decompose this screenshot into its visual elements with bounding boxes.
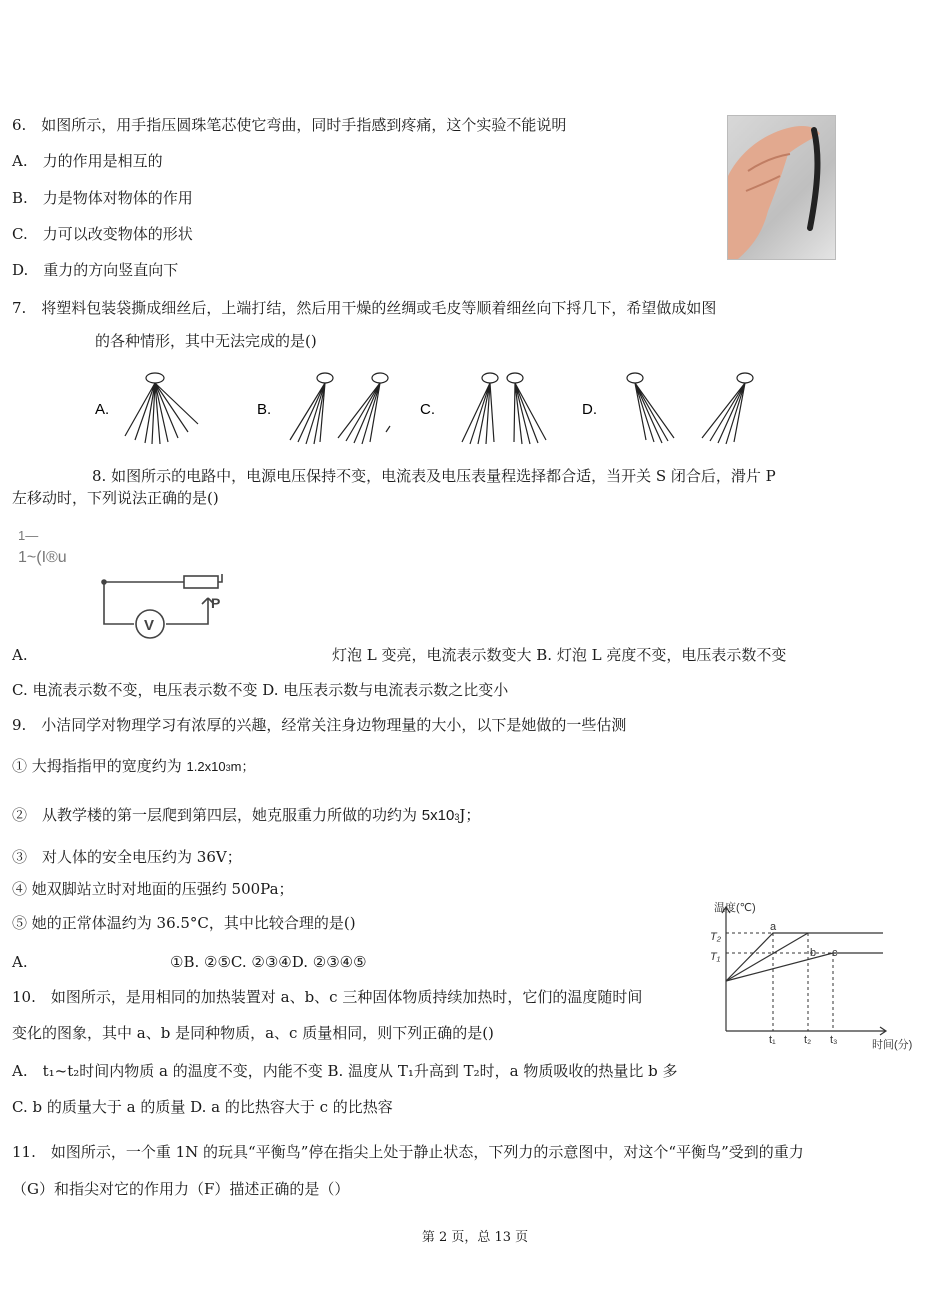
q7-stem-line2: 的各种情形，其中无法完成的是() — [95, 332, 317, 350]
curve-label-b: b — [810, 947, 817, 959]
q9-item-4: ④ 她双脚站立时对地面的压强约 500Pa； — [12, 880, 294, 898]
curve-label-a: a — [770, 921, 777, 933]
q9-item-2: ② 从教学楼的第一层爬到第四层，她克服重力所做的功约为 5x103J； — [12, 806, 481, 824]
q7-label-b: B. — [257, 401, 272, 418]
graph-ylabel: 温度(℃) — [714, 902, 756, 914]
q9-answer-label: A. — [12, 953, 28, 971]
q9-answer-options: ①B. ②⑤C. ②③④D. ②③④⑤ — [170, 953, 367, 971]
q9-item-1: ① 大拇指指甲的宽度约为 1.2x103m； — [12, 757, 255, 775]
graph-xlabel: 时间(分) — [872, 1039, 913, 1051]
q8-circuit-diagram — [98, 572, 228, 640]
q10-stem-line2: 变化的图象，其中 a、b 是同种物质，a、c 质量相同，则下列正确的是() — [12, 1024, 494, 1042]
graph-xtick-t1: t₁ — [769, 1034, 776, 1046]
q7-options-figure — [90, 368, 770, 450]
q9-item-5: ⑤ 她的正常体温约为 36.5°C，其中比较合理的是() — [12, 914, 356, 932]
q10-stem-line1: 10. 如图所示，是用相同的加热装置对 a、b、c 三种固体物质持续加热时，它们的温度随时间 — [12, 988, 643, 1006]
q8-option-a-text: 灯泡 L 变亮，电流表示数变大 B. 灯泡 L 亮度不变，电压表示数不变 — [332, 646, 787, 664]
q8-option-cd: C. 电流表示数不变，电压表示数不变 D. 电压表示数与电流表示数之比变小 — [12, 681, 509, 699]
curve-label-c: c — [832, 947, 838, 959]
voltmeter-label: V — [144, 617, 155, 634]
q7-label-c: C. — [420, 401, 435, 418]
q8-option-a-label: A. — [12, 646, 28, 664]
q9-stem: 9. 小洁同学对物理学习有浓厚的兴趣，经常关注身边物理量的大小，以下是她做的一些估测 — [12, 716, 627, 734]
q6-option-d: D. 重力的方向竖直向下 — [12, 261, 179, 279]
q8-ocr-fragment-2: 1~(I®u — [18, 549, 67, 566]
q8-stem-line1: 8. 如图所示的电路中，电源电压保持不变，电流表及电压表量程选择都合适，当开关 S 闭合后，滑片 P — [92, 467, 776, 485]
q11-stem-line2: （G）和指尖对它的作用力（F）描述正确的是（） — [12, 1180, 350, 1198]
finger-pen-photo — [727, 115, 836, 260]
q6-option-b: B. 力是物体对物体的作用 — [12, 189, 193, 207]
temperature-time-graph — [708, 893, 930, 1053]
graph-ytick-t2: T₂ — [710, 931, 721, 943]
graph-xtick-t2: t₂ — [804, 1034, 812, 1046]
q8-stem-line2: 左移动时，下列说法正确的是() — [12, 489, 219, 507]
q7-label-a: A. — [95, 401, 110, 418]
q10-option-cd: C. b 的质量大于 a 的质量 D. a 的比热容大于 c 的比热容 — [12, 1098, 393, 1116]
slider-label: P — [211, 595, 221, 611]
graph-ytick-t1: T₁ — [710, 951, 721, 963]
curve-a — [726, 933, 883, 981]
q9-item-3: ③ 对人体的安全电压约为 36V； — [12, 848, 242, 866]
q6-option-c: C. 力可以改变物体的形状 — [12, 225, 193, 243]
q10-option-ab: A. t₁~t₂时间内物质 a 的温度不变，内能不变 B. 温度从 T₁升高到 T₂时，a 物质吸收的热量比 b 多 — [12, 1062, 678, 1080]
graph-xtick-t3: t₃ — [830, 1034, 838, 1046]
graph-y-axis — [722, 907, 730, 1031]
curve-b-rise — [726, 933, 808, 981]
page-footer: 第 2 页，总 13 页 — [421, 1230, 529, 1245]
q6-option-a: A. 力的作用是相互的 — [12, 152, 163, 170]
q7-stem-line1: 7. 将塑料包装袋撕成细丝后，上端打结，然后用干燥的丝绸或毛皮等顺着细丝向下捋几下，希望做成如图 — [12, 299, 717, 317]
q11-stem-line1: 11. 如图所示，一个重 1N 的玩具“平衡鸟”停在指尖上处于静止状态，下列力的示意图中，对这个“平衡鸟”受到的重力 — [12, 1143, 804, 1161]
q8-ocr-fragment-1: 1— — [18, 528, 39, 543]
q7-label-d: D. — [582, 401, 597, 418]
q6-stem: 6. 如图所示，用手指压圆珠笔芯使它弯曲，同时手指感到疼痛，这个实验不能说明 — [12, 116, 567, 134]
